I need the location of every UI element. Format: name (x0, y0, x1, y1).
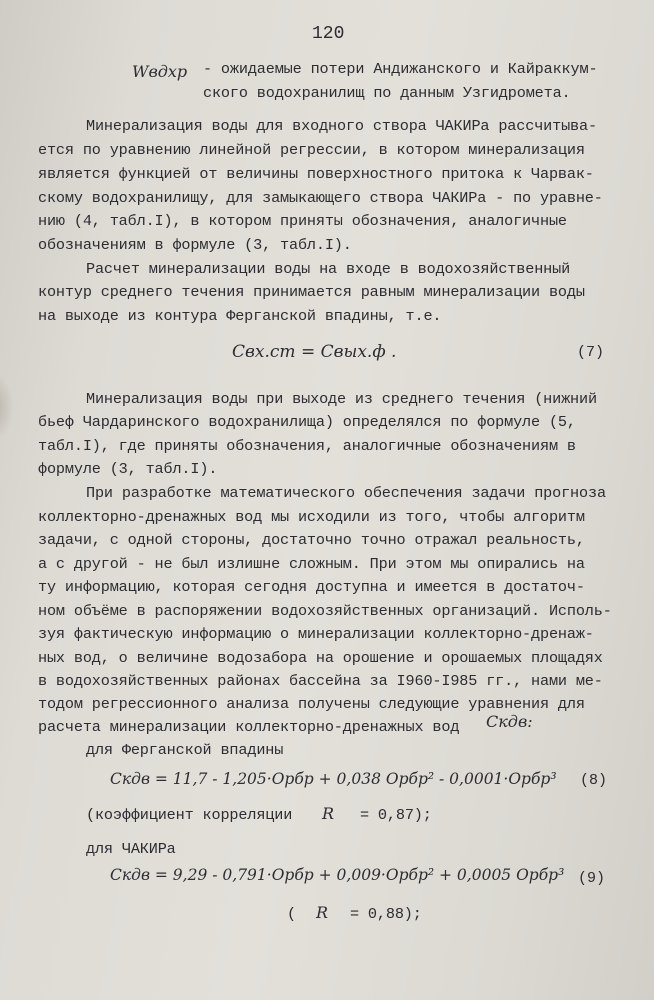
page-edge-shadow (0, 372, 14, 442)
page-number: 120 (312, 24, 345, 44)
equation-9-number: (9) (578, 870, 606, 887)
equation-7: Свх.ст = Свых.ф . (232, 342, 397, 362)
text-line: табл.I), где приняты обозначения, аналогичные обозначениям в (38, 437, 576, 455)
text-line: а с другой - не был излишне сложным. При этом мы опирались на (38, 555, 585, 573)
equation-7-number: (7) (577, 344, 605, 361)
text-line: обозначениям в формуле (3, табл.I). (38, 236, 352, 254)
text-line: на выходе из контура Ферганской впадины, т.е. (38, 307, 442, 325)
text-line: контур среднего течения принимается равным минерализации воды (38, 283, 585, 301)
symbol-w-vdhr: Wвдхр (132, 62, 188, 81)
correlation-9-symbol: R (316, 903, 329, 922)
text-line: зуя фактическую информацию о минерализации коллекторно-дренаж- (38, 625, 594, 643)
symbol-c-kdv: Скдв: (486, 712, 533, 731)
equation-9: Скдв = 9,29 - 0,791·Орбр + 0,009·Орбр² + 0,0005 Орбр³ (110, 866, 565, 884)
correlation-9-open: ( (287, 905, 296, 923)
text-line: ных вод, о величине водозабора на орошение и орошаемых площадях (38, 649, 603, 667)
fergana-label: для Ферганской впадины (86, 741, 284, 759)
text-line: Минерализация воды для входного створа ЧАКИРа рассчитыва- (86, 117, 597, 135)
text-line: ту информацию, которая сегодня доступна и имеется в достаточ- (38, 578, 585, 596)
text-line: в водохозяйственных районах бассейна за I960-I985 гг., нами ме- (38, 672, 603, 690)
text-line: ского водохранилищ по данным Узгидромета. (203, 84, 571, 102)
equation-8-number: (8) (580, 772, 608, 789)
text-line: бьеф Чардаринского водохранилища) определялся по формуле (5, (38, 413, 576, 431)
text-line: задачи, с одной стороны, достаточно точно отражал реальность, (38, 531, 585, 549)
text-line: является функцией от величины поверхностного притока к Чарвак- (38, 165, 594, 183)
text-line: При разработке математического обеспечения задачи прогноза (86, 484, 606, 502)
text-line: нию (4, табл.I), в котором приняты обозначения, аналогичные (38, 212, 567, 230)
equation-8: Скдв = 11,7 - 1,205·Орбр + 0,038 Орбр² - 0,0001·Орбр³ (110, 770, 557, 788)
text-line: скому водохранилищу, для замыкающего створа ЧАКИРа - по уравне- (38, 189, 603, 207)
text-line: ется по уравнению линейной регрессии, в котором минерализация (38, 141, 585, 159)
text-line: ном объёме в распоряжении водохозяйственных организаций. Исполь- (38, 602, 612, 620)
text-line: коллекторно-дренажных вод мы исходили из того, чтобы алгоритм (38, 508, 585, 526)
correlation-8-value: = 0,87); (360, 806, 432, 824)
text-line: расчета минерализации коллекторно-дренажных вод (38, 718, 460, 736)
correlation-9-value: = 0,88); (350, 905, 422, 923)
text-line: - ожидаемые потери Андижанского и Кайраккум- (203, 60, 598, 78)
text-line: Расчет минерализации воды на входе в водохозяйственный (86, 260, 571, 278)
chakir-label: для ЧАКИРа (86, 840, 176, 858)
text-line: формуле (3, табл.I). (38, 460, 218, 478)
correlation-8-text: (коэффициент корреляции (86, 806, 293, 824)
text-line: Минерализация воды при выходе из среднего течения (нижний (86, 390, 597, 408)
text-line: тодом регрессионного анализа получены следующие уравнения для (38, 695, 585, 713)
correlation-8-symbol: R (322, 804, 335, 823)
